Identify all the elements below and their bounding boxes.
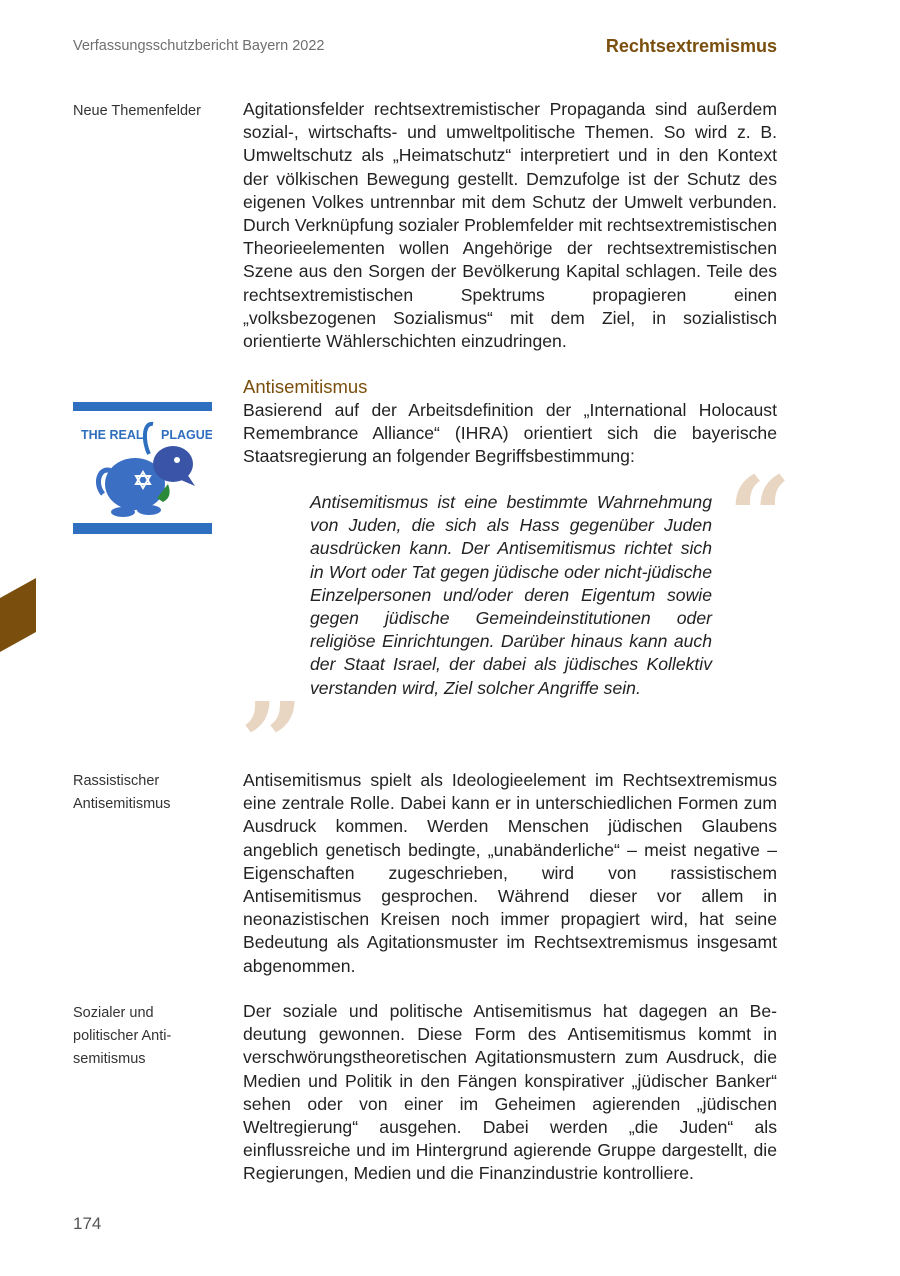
sidebar-label-rassistisch: Rassistischer Antisemitismus — [73, 773, 171, 812]
running-header-title: Verfassungsschutzbericht Bayern 2022 — [73, 38, 325, 54]
quote-open-mark-icon: “ — [728, 452, 792, 581]
paragraph-sozial: Der soziale und politische Antisemitismus hat dagegen an Bedeutung gewonnen. Diese Form des Antisemitismus kommt in verschwörungstheoretischen Agitationsmustern zum Ausdruck, die Medien und Politik in den Fängen konspirativer „jüdischer Banker“ sehen oder von einer im Geheimen agierenden „jüdischen Weltregierung“ ausgehen. Dabei werden „die Juden“ als einflussreiche und im Hintergrund agierende Gruppe dargestellt, die Regierungen, Medien und die Finanzindustrie kontrolliere. — [243, 1001, 777, 1184]
sidebar-label-sozial: Sozialer und politischer Anti- semitismus — [73, 1005, 172, 1067]
running-header-section: Rechtsextremismus — [605, 36, 777, 56]
image-text-left: THE REAL — [81, 428, 144, 442]
section-edge-tab-icon — [0, 578, 36, 652]
paragraph-themenfelder: Agitationsfelder rechtsextremistischer Propaganda sind außerdem sozial-, wirtschafts- und umweltpolitische Themen. So wird z. B. Umweltschutz als „Heimatschutz“ interpretiert und in den Kontext der völkischen Bewegung gestellt. Demzufolge ist der Schutz des eigenen Volkes untrennbar mit dem Schutz der Umwelt verbunden. Durch Verknüpfung sozialer Problemfelder mit rechtsextremistischen Theorieelementen wollen Angehörige der rechtsextremistischen Szene aus den Sorgen der Bevölkerung Kapital schlagen. Teile des rechtsextremistischen Spektrums propagieren einen „volksbezogenen Sozialismus“ mit dem Ziel, in sozialistisch orientierte Wählerschichten einzudringen. — [243, 99, 777, 352]
image-text-right: PLAGUE — [161, 428, 212, 442]
paragraph-rassistisch: Antisemitismus spielt als Ideologieelement im Rechtsextremismus eine zentrale Rolle. Dabei kann er in unterschiedlichen Formen zum Ausdruck kommen. Werden Menschen jüdischen Glaubens angeblich genetisch bedingte, „unabänderliche“ – meist negative – Eigenschaften zugeschrieben, wird von rassistischem Antisemitismus gesprochen. Während dieser vor allem in neonazistischen Kreisen noch immer propagiert wird, hat seine Bedeutung als Agitationsmuster im Rechtsextremismus insgesamt abgenommen. — [243, 770, 777, 976]
quote-close-mark-icon: ” — [240, 678, 304, 807]
propaganda-illustration-icon — [73, 402, 212, 534]
the-real-plague-image — [73, 402, 212, 534]
quote-definition: Antisemitismus ist eine bestimmte Wahrnehmung von Juden, die sich als Hass gegenüber Juden ausdrücken kann. Der Antisemitismus richtet sich in Wort oder Tat gegen jüdische oder nicht-jüdische Einzelpersonen und/oder deren Eigentum sowie gegen jüdische Gemeindeinstitutionen oder religiöse Einrichtungen. Darüber hinaus kann auch der Staat Israel, der dabei als jüdisches Kollektiv verstanden wird, Ziel solcher Angriffe sein. — [310, 492, 712, 698]
section-heading-antisemitismus: Antisemitismus — [243, 376, 368, 397]
page-number: 174 — [73, 1214, 102, 1233]
sidebar-label-themenfelder: Neue Themenfelder — [73, 103, 201, 119]
paragraph-antisemitismus-intro: Basierend auf der Arbeitsdefinition der „International Holocaust Remembrance Alliance“ (IHRA) orientiert sich die bayerische Staatsregierung an folgender Begriffsbestimmung: — [243, 400, 777, 467]
